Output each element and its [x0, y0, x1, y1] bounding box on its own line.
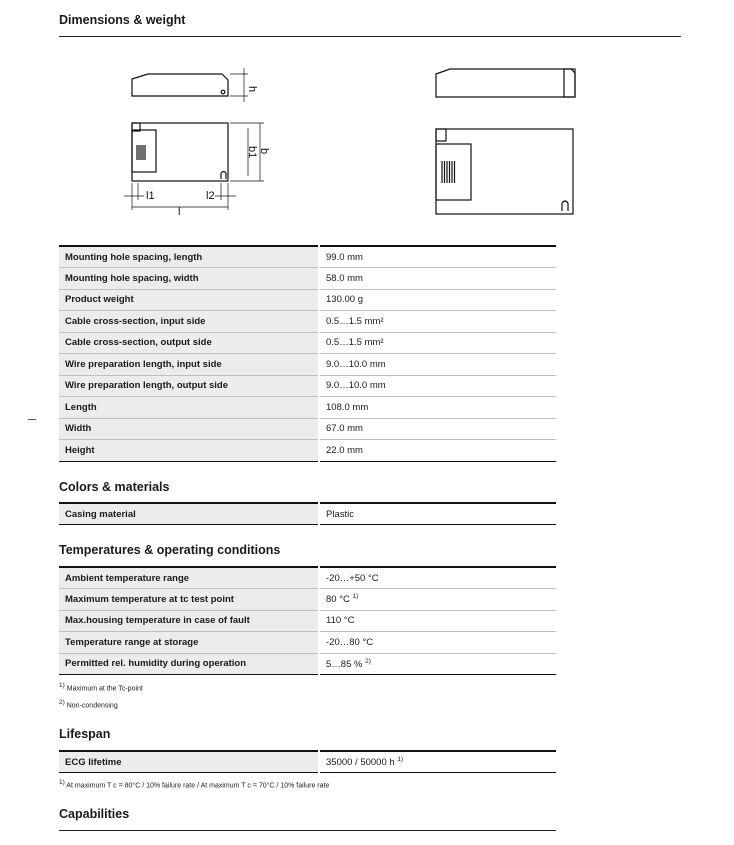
dim-label-b1: b1	[246, 146, 258, 159]
spec-value	[319, 332, 556, 354]
dim-label-l: l	[178, 206, 181, 218]
footnote-ref: 2)	[365, 657, 371, 665]
table-row	[59, 268, 556, 290]
spec-value	[319, 632, 556, 654]
spec-value	[319, 246, 556, 268]
spec-value	[319, 289, 556, 311]
spec-label: Width	[59, 418, 319, 440]
dim-label-h: h	[246, 86, 258, 93]
table-row	[59, 289, 556, 311]
lifespan-table	[59, 750, 556, 773]
spec-value-text: 0.5…1.5 mm²	[326, 337, 384, 349]
spec-value	[319, 751, 556, 773]
spec-value-text: 99.0 mm	[326, 251, 363, 263]
spec-label: Wire preparation length, output side	[59, 375, 319, 397]
spec-label: Max.housing temperature in case of fault	[59, 610, 319, 632]
spec-value	[319, 589, 556, 611]
table-row	[59, 751, 556, 773]
temperatures-table	[59, 566, 556, 675]
spec-value	[319, 397, 556, 419]
spec-value	[319, 311, 556, 333]
spec-label: Cable cross-section, output side	[59, 332, 319, 354]
section-title-colors: Colors & materials	[59, 480, 170, 494]
dim-label-l2: l2	[206, 190, 215, 202]
spec-label: Height	[59, 440, 319, 462]
spec-value	[319, 653, 556, 675]
spec-value	[319, 567, 556, 589]
spec-label: Product weight	[59, 289, 319, 311]
spec-value-text: 67.0 mm	[326, 423, 363, 435]
table-row	[59, 653, 556, 675]
spec-label: Permitted rel. humidity during operation	[59, 653, 319, 675]
spec-value-text: -20…+50 °C	[326, 572, 379, 584]
footnote-1: $^{1)}$ Maximum at the Tc-point	[59, 682, 143, 693]
spec-value-text: 5…85 %	[326, 658, 363, 670]
table-row	[59, 354, 556, 376]
dimension-drawings	[120, 60, 590, 220]
table-row	[59, 632, 556, 654]
spec-label: Mounting hole spacing, width	[59, 268, 319, 290]
table-row	[59, 589, 556, 611]
footnote-ref: 1)	[397, 755, 404, 763]
spec-value-text: 110 °C	[326, 615, 355, 627]
dim-label-l1: l1	[146, 190, 155, 202]
footnote-2: $^{2)}$ Non-condensing	[59, 699, 118, 710]
spec-value	[319, 418, 556, 440]
spec-label: Mounting hole spacing, length	[59, 246, 319, 268]
spec-value	[319, 610, 556, 632]
margin-mark	[28, 419, 36, 420]
table-row	[59, 418, 556, 440]
table-row	[59, 440, 556, 462]
table-row	[59, 246, 556, 268]
spec-label: Cable cross-section, input side	[59, 311, 319, 333]
table-row	[59, 311, 556, 333]
spec-label: Casing material	[59, 503, 319, 525]
spec-value-text: Plastic	[326, 508, 354, 520]
section-divider	[59, 830, 556, 831]
table-row	[59, 375, 556, 397]
spec-label: ECG lifetime	[59, 751, 319, 773]
spec-value-text: 0.5…1.5 mm²	[326, 315, 384, 327]
footnote-lifespan: $^{1)}$ At maximum T c = 80°C / 10% failure rate / At maximum T c = 70°C / 10% failure rate	[59, 779, 330, 790]
spec-value-text: 9.0…10.0 mm	[326, 358, 386, 370]
spec-value-text: 58.0 mm	[326, 272, 363, 284]
spec-value	[319, 268, 556, 290]
dim-label-b: b	[258, 148, 270, 155]
footnote-ref: 1)	[352, 593, 359, 601]
spec-value	[319, 375, 556, 397]
spec-label: Ambient temperature range	[59, 567, 319, 589]
table-row	[59, 503, 556, 525]
spec-label: Maximum temperature at tc test point	[59, 589, 319, 611]
spec-value	[319, 354, 556, 376]
spec-value-text: 80 °C	[326, 594, 350, 606]
spec-label: Length	[59, 397, 319, 419]
section-title-dimensions: Dimensions & weight	[59, 13, 186, 27]
spec-value-text: 9.0…10.0 mm	[326, 380, 386, 392]
spec-value-text: 108.0 mm	[326, 401, 369, 413]
section-title-lifespan: Lifespan	[59, 727, 111, 741]
dimensions-table	[59, 245, 556, 462]
table-row	[59, 610, 556, 632]
spec-value-text: 35000 / 50000 h	[326, 757, 395, 769]
spec-label: Temperature range at storage	[59, 632, 319, 654]
section-title-temperatures: Temperatures & operating conditions	[59, 543, 281, 557]
table-row	[59, 332, 556, 354]
spec-label: Wire preparation length, input side	[59, 354, 319, 376]
spec-value	[319, 440, 556, 462]
spec-value-text: 130.00 g	[326, 294, 363, 306]
colors-table	[59, 502, 556, 525]
table-row	[59, 567, 556, 589]
section-divider	[59, 36, 681, 37]
spec-value-text: -20…80 °C	[326, 636, 374, 648]
spec-value	[319, 503, 556, 525]
section-title-capabilities: Capabilities	[59, 807, 130, 821]
spec-value-text: 22.0 mm	[326, 444, 363, 456]
table-row	[59, 397, 556, 419]
